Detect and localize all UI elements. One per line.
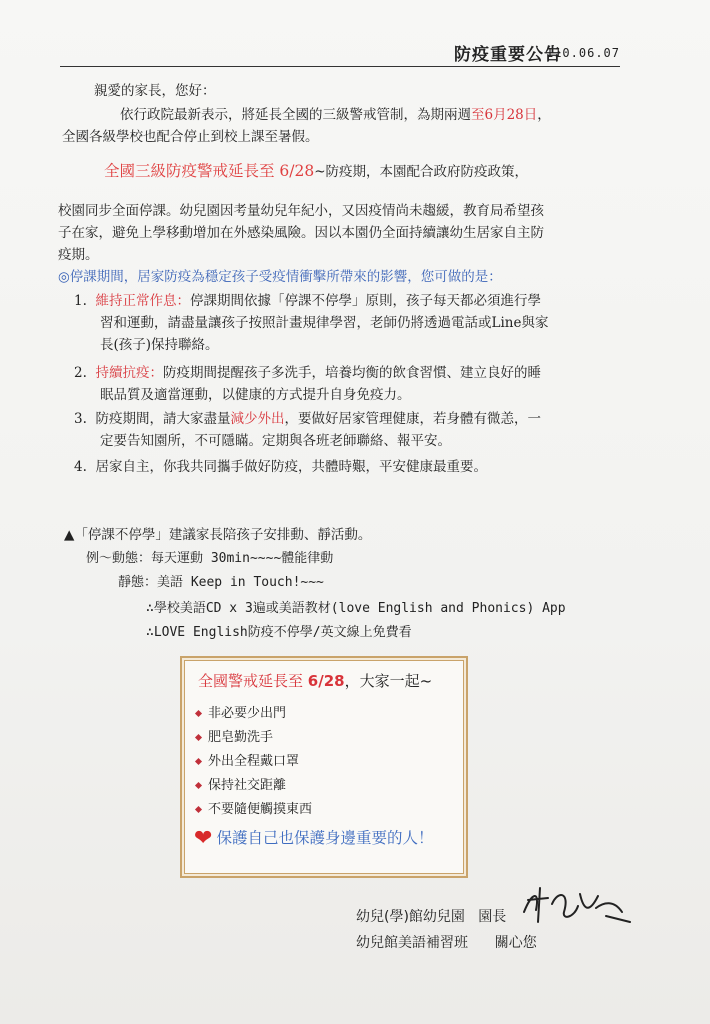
- list-item-1-line-2: 習和運動，請盡量讓孩子按照計畫規律學習，老師仍將透過電話或Line與家: [100, 315, 549, 331]
- school-name: 幼兒館美語補習班: [356, 935, 468, 951]
- intro-text: 依行政院最新表示，將延長全國的三級警戒管制，為期兩週: [120, 107, 471, 123]
- intro-line-2: 全國各級學校也配合停止到校上課至暑假。: [62, 129, 319, 145]
- intro-line-1: [120, 104, 551, 126]
- item-number: 1.: [74, 293, 87, 309]
- item-text: 停課期間依據「停課不停學」原則，孩子每天都必須進行學: [189, 293, 541, 309]
- kindergarten-name: 幼兒(學)館幼兒園: [356, 909, 465, 925]
- box-item-label: 肥皂勤洗手: [208, 730, 274, 745]
- box-slogan: [194, 826, 433, 851]
- item-number: 4.: [74, 459, 87, 475]
- box-item-3: [196, 750, 299, 769]
- item-highlight: 持續抗疫：: [95, 365, 163, 381]
- signoff-line-2: [356, 932, 537, 952]
- box-title-tail: ，大家一起~: [344, 672, 433, 690]
- item-text: 防疫期間提醒孩子多洗手，培養均衡的飲食習慣、建立良好的睡: [162, 365, 541, 381]
- notice-header: [60, 40, 620, 67]
- item-highlight: 維持正常作息：: [95, 293, 190, 309]
- box-item-1: [196, 702, 286, 721]
- alert-rest: ~防疫期，本園配合政府防疫政策，: [314, 164, 529, 180]
- box-item-label: 外出全程戴口罩: [208, 754, 300, 769]
- list-item-1-line-3: 長(孩子)保持聯絡。: [100, 337, 219, 353]
- alert-highlight: 全國三級防疫警戒延長至 6/28: [104, 162, 315, 180]
- heart-icon: ❤: [194, 826, 213, 851]
- item-highlight: 減少外出: [230, 411, 285, 427]
- principal-title: 園長: [478, 909, 507, 925]
- diamond-bullet-icon: [195, 758, 202, 765]
- greeting: 親愛的家長，您好：: [94, 83, 216, 99]
- box-item-label: 非必要少出門: [208, 706, 287, 721]
- diamond-bullet-icon: [195, 806, 202, 813]
- item-text-pre: 防疫期間，請大家盡量: [95, 411, 231, 427]
- box-item-4: [196, 774, 286, 793]
- list-item-3-line-2: 定要告知園所，不可隱瞞。定期與各班老師聯絡、報平安。: [100, 433, 451, 449]
- box-item-label: 保持社交距離: [208, 778, 287, 793]
- item-text: ，要做好居家管理健康，若身體有微恙，一: [284, 411, 541, 427]
- diamond-bullet-icon: [195, 734, 202, 741]
- item-number: 2.: [74, 365, 87, 381]
- box-item-2: [196, 726, 273, 745]
- diamond-bullet-icon: [195, 710, 202, 717]
- intro-comma: ，: [537, 107, 551, 123]
- item-text: 居家自主，你我共同攜手做好防疫，共體時艱，平安健康最重要。: [95, 459, 487, 475]
- box-item-5: [196, 798, 312, 817]
- activities-static: 靜態：美語 Keep in Touch!~~~: [118, 575, 324, 590]
- reminder-box: [180, 656, 468, 878]
- slogan-text: 保護自己也保護身邊重要的人！: [216, 829, 434, 847]
- diamond-bullet-icon: [195, 782, 202, 789]
- item-number: 3.: [74, 411, 87, 427]
- list-item-2: [74, 362, 541, 384]
- alert-notice: [104, 160, 528, 183]
- intro-date-highlight: 至6月28日: [471, 107, 538, 123]
- activities-headline: ▲「停課不停學」建議家長陪孩子安排動、靜活動。: [64, 527, 372, 543]
- box-item-label: 不要隨便觸摸東西: [208, 802, 313, 817]
- list-item-3: [74, 408, 541, 430]
- box-title-lead: 全國警戒延長至: [198, 672, 308, 690]
- signoff-line-1: [356, 906, 506, 926]
- section-heading: ◎停課期間，居家防疫為穩定孩子受疫情衝擊所帶來的影響，您可做的是：: [58, 269, 502, 285]
- activities-sub-1: ∴學校美語CD x 3遍或美語教材(love English and Phonics) App: [146, 601, 566, 616]
- box-title: [198, 670, 432, 691]
- paragraph-line-2: 子在家，避免上學移動增加在外感染風險。因以本園仍全面持續讓幼生居家自主防: [58, 225, 544, 241]
- paragraph-line-1: 校園同步全面停課。幼兒園因考量幼兒年紀小，又因疫情尚未趨緩，教育局希望孩: [58, 203, 544, 219]
- activities-dynamic: 例～動態：每天運動 30min~~~~體能律動: [86, 551, 334, 566]
- handwritten-signature: [518, 882, 638, 930]
- notice-title: 防疫重要公告: [454, 45, 562, 65]
- notice-date: 110.06.07: [545, 46, 620, 60]
- list-item-1: [74, 290, 541, 312]
- paragraph-line-3: 疫期。: [58, 247, 99, 263]
- activities-sub-2: ∴LOVE English防疫不停學/英文線上免費看: [146, 625, 412, 640]
- box-title-date: 6/28: [307, 672, 345, 690]
- list-item-2-line-2: 眠品質及適當運動，以健康的方式提升自身免疫力。: [100, 387, 411, 403]
- closing-phrase: 關心您: [494, 935, 537, 951]
- list-item-4: [74, 456, 487, 478]
